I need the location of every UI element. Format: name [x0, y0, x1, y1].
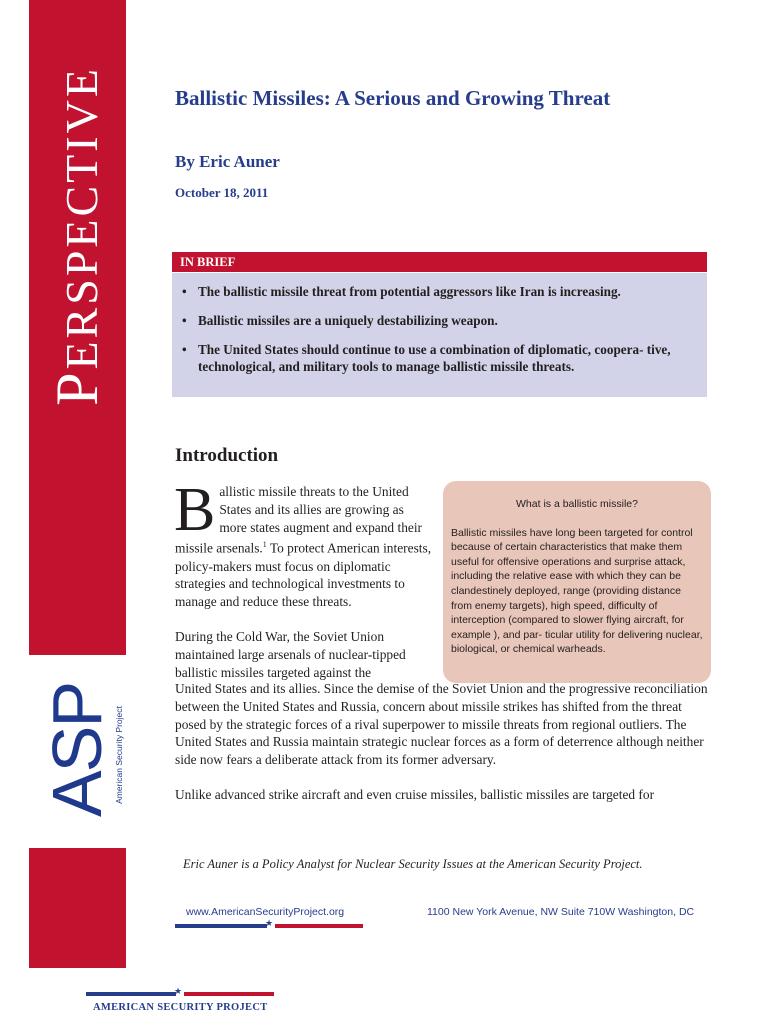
document-title: Ballistic Missiles: A Serious and Growing Threat	[175, 86, 611, 110]
footnote-mark: 1	[262, 540, 267, 550]
byline: By Eric Auner	[175, 152, 280, 171]
author-note: Eric Auner is a Policy Analyst for Nuclear Security Issues at the American Security Project.	[183, 857, 643, 871]
organization-name: AMERICAN SECURITY PROJECT	[93, 1002, 268, 1013]
in-brief-heading: IN BRIEF	[172, 252, 707, 272]
drop-cap: B	[174, 476, 216, 544]
asp-logo-subtitle: American Security Project	[114, 706, 124, 804]
brief-item: • The United States should continue to use a combination of diplomatic, coopera- tive, technological, and military tools to manage ballistic missile threats.	[182, 342, 671, 374]
sidebar-text: Ballistic missiles have long been targeted for control because of certain characteristics that make them useful for offensive operations and surprise attack, including the relative ease with which they can be clandestinely deployed, range (providing distance from enemy targets), high speed, difficulty of interception (compared to slower flying aircraft, for example ), and par- ticular utility for delivering nuclear, biological, or chemical warheads.	[451, 526, 703, 656]
brief-item: • Ballistic missiles are a uniquely destabilizing weapon.	[182, 313, 498, 328]
star-icon: ★	[265, 919, 274, 929]
publication-date: October 18, 2011	[175, 185, 269, 200]
star-icon: ★	[174, 987, 183, 997]
perspective-vertical-title: PERSPECTIVE	[44, 66, 110, 406]
in-brief-box	[172, 273, 707, 397]
ballistic-missile-sidebar	[443, 481, 711, 683]
sidebar-title: What is a ballistic missile?	[516, 498, 638, 510]
intro-paragraph-1: Ballistic missile threats to the United States and its allies are growing as more states augment and expand their missile arsenals.$^1$ To protect American interests, policy-makers must focus on diplomatic strategies and technological investments to manage and reduce these threats.	[174, 476, 432, 610]
address: 1100 New York Avenue, NW Suite 710W Washington, DC	[427, 906, 695, 918]
footer-rule	[175, 919, 363, 929]
introduction-heading: Introduction	[175, 445, 279, 466]
website-link[interactable]: www.AmericanSecurityProject.org	[186, 906, 345, 918]
intro-paragraph-2-start: During the Cold War, the Soviet Union maintained large arsenals of nuclear-tipped ballistic missiles targeted against the	[175, 629, 406, 680]
bottom-rule	[86, 987, 274, 997]
intro-paragraph-3: Unlike advanced strike aircraft and even cruise missiles, ballistic missiles are targeted for	[175, 786, 655, 802]
intro-column	[174, 476, 433, 681]
intro-full-width	[175, 680, 710, 804]
asp-logo: ASP	[38, 682, 116, 818]
red-band-bottom	[29, 848, 126, 968]
brief-item: • The ballistic missile threat from potential aggressors like Iran is increasing.	[182, 284, 621, 299]
intro-paragraph-2-end: United States and its allies. Since the demise of the Soviet Union and the progressive reconciliation between the United States and Russia, concern about missile strikes has shifted from the threat posed by the strategic forces of a rival superpower to missile threats from regional outliers. The United States and Russia maintain strategic nuclear forces as a form of deterrence although neither side now fears a deliberate attack from its former adversary.	[175, 681, 708, 768]
